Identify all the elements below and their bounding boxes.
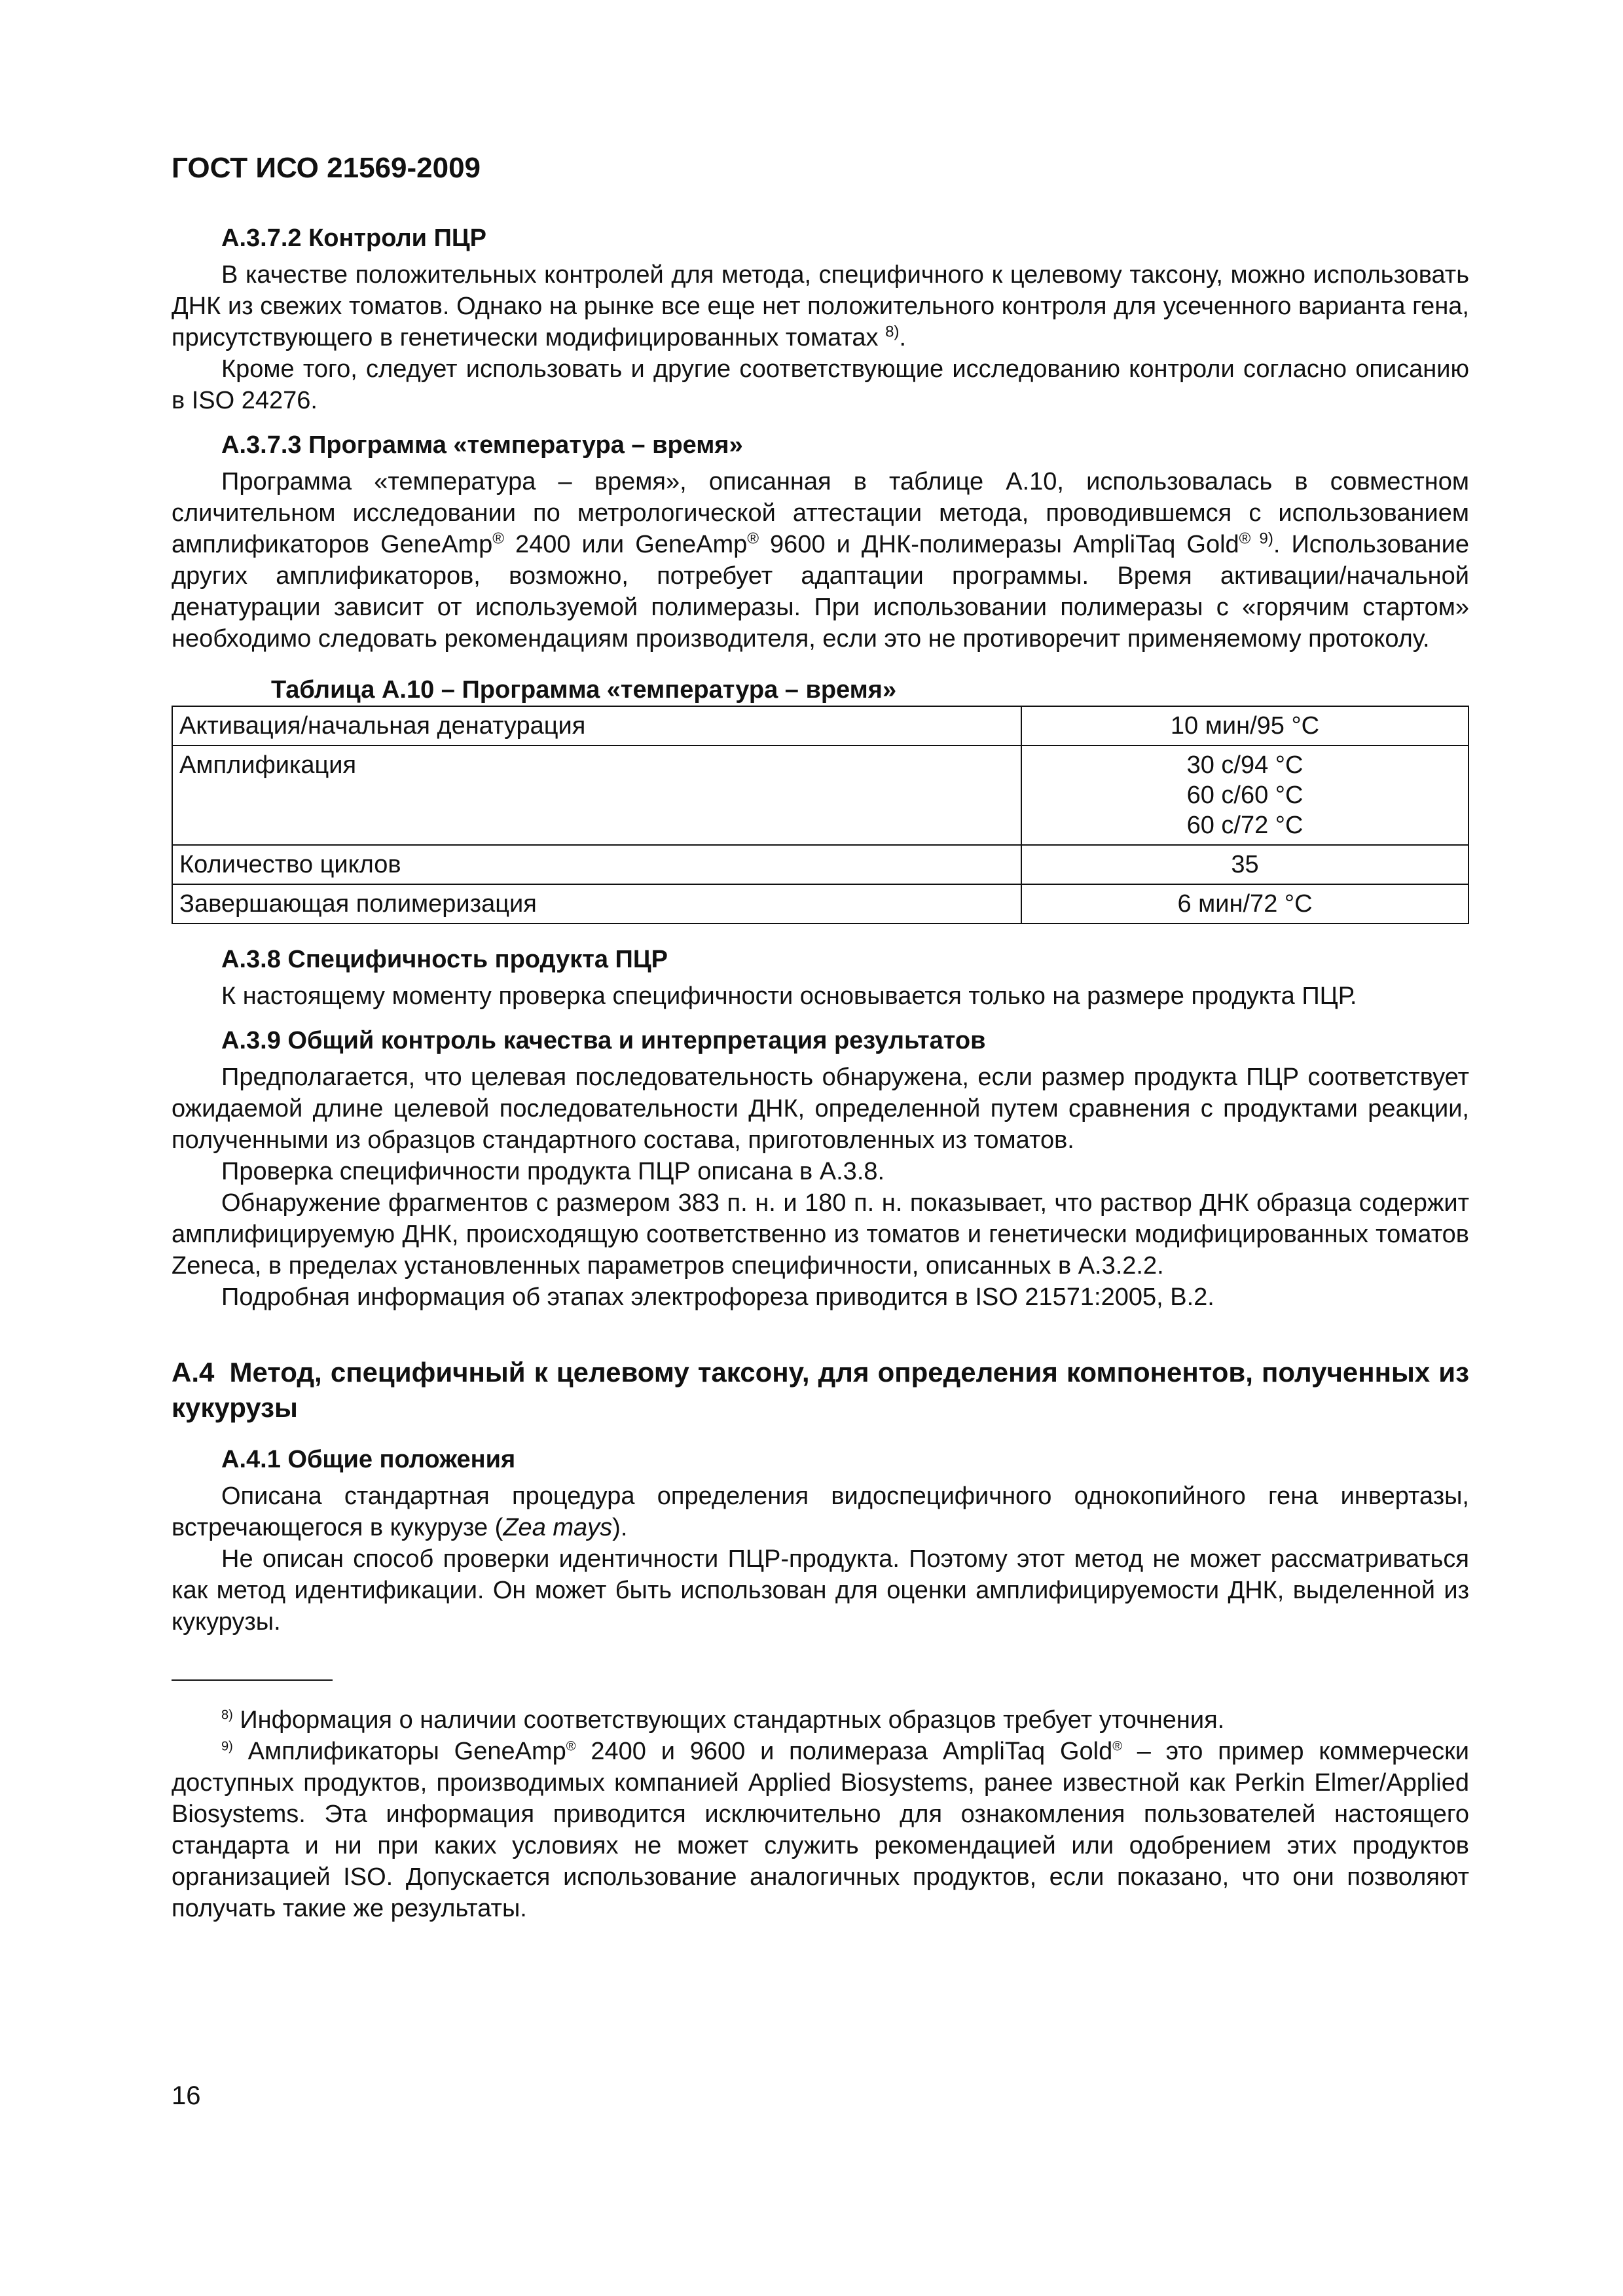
paragraph: Подробная информация об этапах электрофореза приводится в ISO 21571:2005, В.2. bbox=[221, 1283, 1214, 1311]
table-cell-label: Завершающая полимеризация bbox=[172, 884, 1021, 924]
table-row bbox=[172, 745, 1468, 845]
section-a372 bbox=[172, 223, 1469, 416]
footnote-ref-9: 9) bbox=[1250, 529, 1273, 548]
paragraph: Обнаружение фрагментов с размером 383 п. н. и 180 п. н. показывает, что раствор ДНК образца содержит амплифицируемую ДНК, происходящую соответственно из томатов и генетически модифицированных томатов Zeneca, в пределах установленных параметров специфичности, описанных в А.3.2.2. bbox=[172, 1189, 1469, 1280]
table-cell-value: 6 мин/72 °С bbox=[1021, 884, 1468, 924]
registered-mark: ® bbox=[1112, 1739, 1122, 1754]
paragraph: К настоящему моменту проверка специфичности основывается только на размере продукта ПЦР. bbox=[221, 982, 1357, 1010]
paragraph: Кроме того, следует использовать и другие соответствующие исследованию контроли согласно описанию в ISO 24276. bbox=[172, 355, 1469, 414]
footnote-divider bbox=[172, 1679, 333, 1681]
table-cell-label: Количество циклов bbox=[172, 845, 1021, 884]
table-row bbox=[172, 706, 1468, 745]
footnotes bbox=[172, 1679, 1469, 1924]
registered-mark: ® bbox=[1239, 529, 1251, 548]
table-cell-value: 30 с/94 °С 60 с/60 °С 60 с/72 °С bbox=[1021, 745, 1468, 845]
heading-a4: А.4 Метод, специфичный к целевому таксону, для определения компонентов, полученных из кукурузы bbox=[172, 1357, 1469, 1423]
page-content bbox=[172, 223, 1469, 1924]
registered-mark: ® bbox=[566, 1739, 576, 1754]
paragraph: В качестве положительных контролей для метода, специфичного к целевому таксону, можно использовать ДНК из свежих томатов. Однако на рынке все еще нет положительного контроля для усеченного варианта гена, присутствующего в генетически модифицированных томатах $^{8)}$. bbox=[172, 261, 1469, 351]
table-cell-label: Активация/начальная денатурация bbox=[172, 706, 1021, 745]
heading-a39: А.3.9 Общий контроль качества и интерпретация результатов bbox=[221, 1027, 986, 1054]
table-row bbox=[172, 845, 1468, 884]
table-caption: Таблица А.10 – Программа «температура – время» bbox=[271, 676, 897, 704]
heading-a41: А.4.1 Общие положения bbox=[221, 1446, 516, 1473]
paragraph: Описана стандартная процедура определения видоспецифичного однокопийного гена инвертазы, встречающегося в кукурузе (Zea mays). bbox=[172, 1482, 1469, 1541]
heading-a373: А.3.7.3 Программа «температура – время» bbox=[221, 431, 743, 459]
table-cell-value: 35 bbox=[1021, 845, 1468, 884]
table-cell-label: Амплификация bbox=[172, 745, 1021, 845]
paragraph: Программа «температура – время», описанная в таблице А.10, использовалась в совместном сличительном исследовании по метрологической аттестации метода, проводившемся с использованием амплификаторов GeneAmp® 2400 или GeneAmp® 9600 и ДНК-полимеразы AmpliTaq Gold® $^{9)}$. Использование других амплификаторов, возможно, потребует адаптации программы. Время активации/начальной денатурации зависит от используемой полимеразы. При использовании полимеразы с «горячим стартом» необходимо следовать рекомендациям производителя, если это не противоречит применяемому протоколу. bbox=[172, 468, 1469, 653]
page-number: 16 bbox=[172, 2081, 201, 2110]
paragraph: Проверка специфичности продукта ПЦР описана в А.3.8. bbox=[221, 1158, 885, 1185]
heading-a372: А.3.7.2 Контроли ПЦР bbox=[221, 224, 486, 252]
paragraph: Не описан способ проверки идентичности ПЦР-продукта. Поэтому этот метод не может рассматриваться как метод идентификации. Он может быть использован для оценки амплифицируемости ДНК, выделенной из кукурузы. bbox=[172, 1545, 1469, 1636]
section-a373 bbox=[172, 429, 1469, 655]
registered-mark: ® bbox=[492, 529, 504, 548]
heading-a38: А.3.8 Специфичность продукта ПЦР bbox=[221, 946, 668, 973]
section-a4 bbox=[172, 1355, 1469, 1426]
species-name: Zea mays bbox=[503, 1514, 613, 1541]
table-a10-section bbox=[172, 674, 1469, 924]
registered-mark: ® bbox=[747, 529, 759, 548]
table-row bbox=[172, 884, 1468, 924]
footnote-8: $^{8)}$ Информация о наличии соответствующих стандартных образцов требует уточнения. bbox=[221, 1706, 1225, 1734]
section-a41 bbox=[172, 1444, 1469, 1638]
paragraph: Предполагается, что целевая последовательность обнаружена, если размер продукта ПЦР соответствует ожидаемой длине целевой последовательности ДНК, определенной путем сравнения с продуктами реакции, полученными из образцов стандартного состава, приготовленных из томатов. bbox=[172, 1064, 1469, 1154]
section-a39 bbox=[172, 1025, 1469, 1313]
section-a38 bbox=[172, 944, 1469, 1012]
footnote-9: $^{9)}$ Амплификаторы GeneAmp® 2400 и 9600 и полимераза AmpliTaq Gold® – это пример коммерчески доступных продуктов, производимых компанией Applied Biosystems, ранее известной как Perkin Elmer/Applied Biosystems. Эта информация приводится исключительно для ознакомления пользователей настоящего стандарта и ни при каких условиях не может служить рекомендацией или одобрением этих продуктов организацией ISO. Допускается использование аналогичных продуктов, если показано, что они позволяют получать такие же результаты. bbox=[172, 1738, 1469, 1922]
footnote-ref-8: 8) bbox=[885, 323, 900, 341]
table-cell-value: 10 мин/95 °С bbox=[1021, 706, 1468, 745]
standard-id: ГОСТ ИСО 21569-2009 bbox=[172, 152, 481, 184]
table-a10 bbox=[172, 706, 1469, 924]
